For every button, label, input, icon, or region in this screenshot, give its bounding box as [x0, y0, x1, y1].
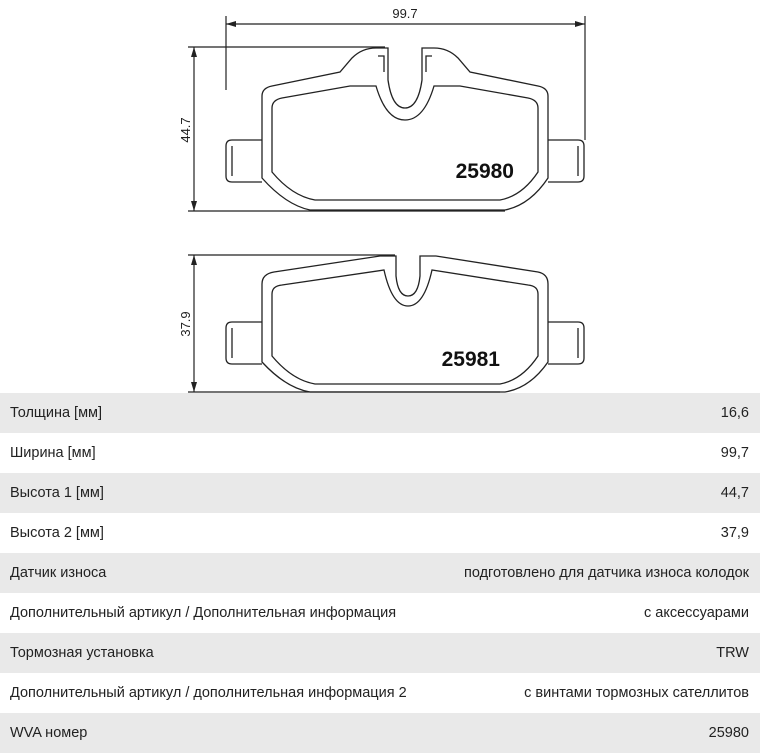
spec-value: 16,6: [720, 405, 749, 421]
spec-row-height-2: [0, 513, 760, 553]
spec-label: Толщина [мм]: [10, 405, 103, 421]
spec-value: подготовлено для датчика износа колодок: [463, 565, 749, 581]
specifications-table: [0, 393, 760, 753]
spec-value: 99,7: [720, 445, 749, 461]
spec-row-additional-info: [0, 593, 760, 633]
pad2-backing-plate: [262, 256, 548, 392]
pad1-ear-left: [378, 56, 384, 72]
arrow-left: [226, 21, 236, 27]
spec-label: Высота 1 [мм]: [10, 485, 104, 501]
spec-value: 44,7: [720, 485, 749, 501]
spec-value: с аксессуарами: [643, 605, 749, 621]
arrow-up-1: [191, 47, 197, 57]
spec-row-width: [0, 433, 760, 473]
pad1-backing-plate: [262, 48, 548, 210]
height1-dimension-label: 44.7: [178, 117, 193, 143]
spec-label: WVA номер: [10, 725, 88, 741]
spec-label: Ширина [мм]: [10, 445, 96, 461]
arrow-up-2: [191, 255, 197, 265]
spec-row-wear-sensor: [0, 553, 760, 593]
arrow-down-1: [191, 201, 197, 211]
spec-row-height-1: [0, 473, 760, 513]
spec-row-additional-info-2: [0, 673, 760, 713]
spec-label: Дополнительный артикул / дополнительная информация 2: [10, 685, 407, 701]
spec-label: Высота 2 [мм]: [10, 525, 104, 541]
spec-value: 37,9: [720, 525, 749, 541]
spec-row-wva-number: [0, 713, 760, 753]
pad1-number: 25980: [455, 160, 514, 183]
arrow-down-2: [191, 382, 197, 392]
spec-label: Дополнительный артикул / Дополнительная информация: [10, 605, 397, 621]
spec-row-brake-system: [0, 633, 760, 673]
pad1-ear-right: [426, 56, 432, 72]
spec-label: Тормозная установка: [10, 645, 154, 661]
spec-value: 25980: [708, 725, 749, 741]
brake-pad-1: [226, 48, 584, 210]
arrow-right: [575, 21, 585, 27]
spec-value: TRW: [716, 645, 749, 661]
height2-dimension-label: 37.9: [178, 311, 193, 337]
spec-value: с винтами тормозных сателлитов: [524, 685, 749, 701]
brake-pad-2: [226, 256, 584, 392]
width-dimension-label: 99.7: [392, 6, 418, 21]
spec-row-thickness: [0, 393, 760, 433]
spec-label: Датчик износа: [10, 565, 107, 581]
pad2-number: 25981: [441, 348, 500, 371]
